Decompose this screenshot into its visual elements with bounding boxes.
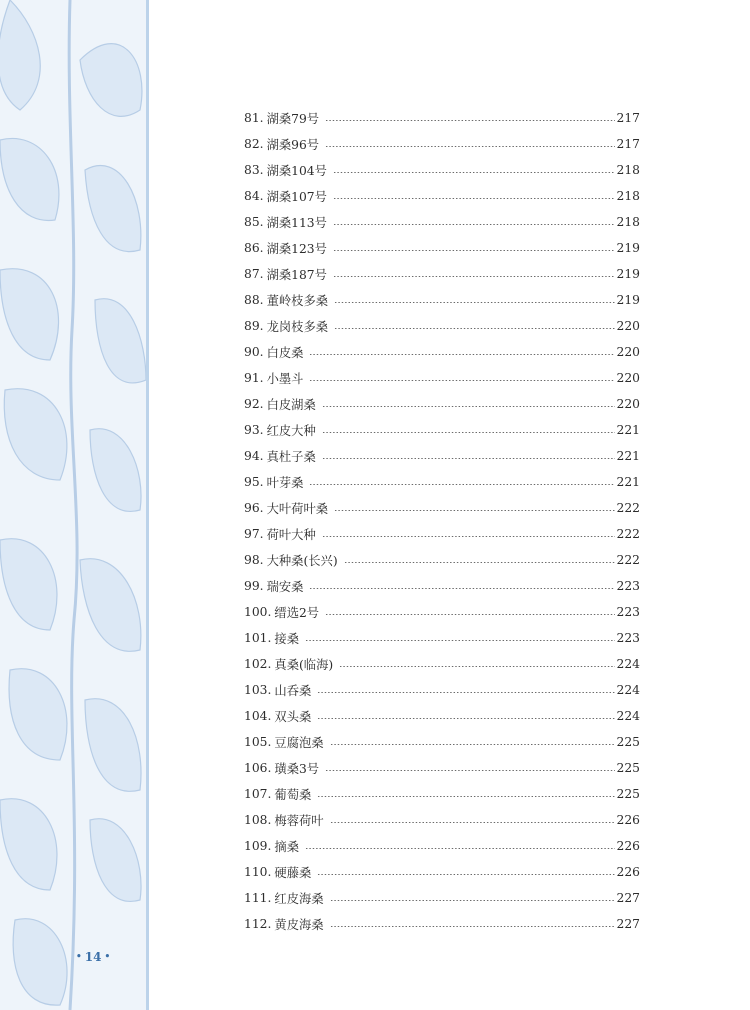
- toc-leader-dots: [339, 666, 614, 667]
- toc-entry-page: 219: [616, 241, 640, 255]
- toc-entry-title: 真桑(临海): [274, 658, 334, 672]
- toc-entry-title: 璜桑3号: [274, 762, 320, 776]
- toc-leader-dots: [317, 692, 614, 693]
- toc-entry: [244, 209, 640, 235]
- toc-entry-number: 109.: [244, 839, 272, 853]
- sidebar-border: [146, 0, 149, 1010]
- toc-entry: [244, 235, 640, 261]
- toc-leader-dots: [333, 198, 615, 199]
- toc-leader-dots: [330, 926, 615, 927]
- toc-entry-number: 86.: [244, 241, 264, 255]
- toc-entry: [244, 911, 640, 937]
- toc-entry: [244, 443, 640, 469]
- toc-entry: [244, 157, 640, 183]
- toc-entry-page: 226: [616, 813, 640, 827]
- toc-leader-dots: [334, 328, 614, 329]
- toc-entry-page: 224: [616, 709, 640, 723]
- toc-entry-page: 219: [616, 267, 640, 281]
- toc-entry-number: 90.: [244, 345, 264, 359]
- toc-entry-page: 219: [616, 293, 640, 307]
- toc-entry-page: 217: [616, 137, 640, 151]
- toc-entry-number: 112.: [244, 917, 272, 931]
- toc-leader-dots: [333, 172, 615, 173]
- toc-leader-dots: [305, 640, 615, 641]
- toc-leader-dots: [330, 900, 615, 901]
- toc-entry-number: 108.: [244, 813, 272, 827]
- toc-entry: [244, 261, 640, 287]
- toc-entry-page: 226: [616, 839, 640, 853]
- toc-leader-dots: [325, 146, 614, 147]
- toc-entry-page: 222: [616, 527, 640, 541]
- toc-entry-number: 94.: [244, 449, 264, 463]
- toc-leader-dots: [309, 354, 614, 355]
- toc-leader-dots: [325, 770, 614, 771]
- toc-leader-dots: [317, 874, 614, 875]
- toc-entry-number: 101.: [244, 631, 272, 645]
- toc-entry-title: 大种桑(长兴): [266, 554, 338, 568]
- toc-entry-page: 218: [616, 189, 640, 203]
- toc-leader-dots: [309, 484, 614, 485]
- toc-entry: [244, 859, 640, 885]
- folio-bullet-left: •: [76, 952, 82, 962]
- toc-entry-page: 221: [616, 475, 640, 489]
- toc-entry-page: 223: [616, 579, 640, 593]
- toc-entry: [244, 365, 640, 391]
- folio-bullet-right: •: [104, 952, 111, 962]
- toc-entry-page: 227: [616, 917, 640, 931]
- toc-entry-number: 81.: [244, 111, 264, 125]
- toc-entry-title: 豆腐泡桑: [274, 736, 324, 750]
- toc-entry-page: 221: [616, 423, 640, 437]
- toc-entry-page: 218: [616, 163, 640, 177]
- toc-entry-page: 220: [616, 371, 640, 385]
- toc-entry-number: 91.: [244, 371, 264, 385]
- toc-entry-title: 湖桑96号: [266, 138, 320, 152]
- toc-entry: [244, 755, 640, 781]
- page-folio: [76, 950, 110, 964]
- toc-entry-title: 白皮湖桑: [266, 398, 316, 412]
- toc-entry-page: 218: [616, 215, 640, 229]
- toc-entry: [244, 573, 640, 599]
- toc-leader-dots: [333, 276, 615, 277]
- toc-entry: [244, 287, 640, 313]
- toc-leader-dots: [330, 822, 615, 823]
- toc-entry-number: 107.: [244, 787, 272, 801]
- table-of-contents: [244, 105, 640, 937]
- toc-leader-dots: [333, 224, 615, 225]
- toc-entry-title: 小墨斗: [266, 372, 304, 386]
- toc-entry-number: 92.: [244, 397, 264, 411]
- mulberry-leaf-illustration: [0, 0, 146, 1010]
- decorative-sidebar: [0, 0, 146, 1010]
- toc-leader-dots: [333, 250, 615, 251]
- toc-entry: [244, 521, 640, 547]
- toc-entry: [244, 417, 640, 443]
- toc-entry-number: 96.: [244, 501, 264, 515]
- toc-leader-dots: [322, 536, 615, 537]
- toc-entry-number: 106.: [244, 761, 272, 775]
- toc-entry-number: 95.: [244, 475, 264, 489]
- toc-leader-dots: [309, 380, 614, 381]
- toc-entry: [244, 833, 640, 859]
- toc-leader-dots: [309, 588, 614, 589]
- toc-entry-page: 225: [616, 761, 640, 775]
- toc-entry-page: 225: [616, 735, 640, 749]
- toc-entry-number: 103.: [244, 683, 272, 697]
- toc-entry-page: 224: [616, 683, 640, 697]
- toc-entry-title: 接桑: [274, 632, 299, 646]
- toc-entry-title: 缙选2号: [274, 606, 320, 620]
- toc-entry-title: 瑞安桑: [266, 580, 304, 594]
- toc-entry: [244, 183, 640, 209]
- toc-entry-page: 220: [616, 397, 640, 411]
- toc-entry: [244, 625, 640, 651]
- toc-leader-dots: [334, 302, 614, 303]
- toc-entry-title: 硬藤桑: [274, 866, 312, 880]
- toc-entry-title: 湖桑187号: [266, 268, 327, 282]
- toc-entry-title: 山呑桑: [274, 684, 312, 698]
- toc-leader-dots: [344, 562, 615, 563]
- toc-entry: [244, 651, 640, 677]
- toc-entry-page: 222: [616, 501, 640, 515]
- toc-entry-number: 100.: [244, 605, 272, 619]
- toc-entry-number: 85.: [244, 215, 264, 229]
- toc-leader-dots: [322, 458, 615, 459]
- toc-entry-page: 227: [616, 891, 640, 905]
- toc-leader-dots: [334, 510, 614, 511]
- toc-leader-dots: [330, 744, 615, 745]
- toc-leader-dots: [325, 614, 614, 615]
- toc-entry: [244, 885, 640, 911]
- toc-entry-title: 真杜子桑: [266, 450, 316, 464]
- toc-entry-number: 111.: [244, 891, 272, 905]
- toc-entry-title: 叶芽桑: [266, 476, 304, 490]
- toc-leader-dots: [317, 718, 614, 719]
- toc-entry: [244, 677, 640, 703]
- toc-entry-page: 224: [616, 657, 640, 671]
- toc-entry-number: 102.: [244, 657, 272, 671]
- toc-entry-number: 84.: [244, 189, 264, 203]
- toc-entry: [244, 729, 640, 755]
- toc-entry-number: 98.: [244, 553, 264, 567]
- toc-entry-title: 黄皮海桑: [274, 918, 324, 932]
- toc-entry-number: 93.: [244, 423, 264, 437]
- toc-entry-title: 荷叶大种: [266, 528, 316, 542]
- toc-leader-dots: [317, 796, 614, 797]
- page-number: 14: [84, 950, 102, 964]
- toc-entry: [244, 547, 640, 573]
- toc-entry: [244, 339, 640, 365]
- toc-entry-number: 97.: [244, 527, 264, 541]
- toc-entry-title: 红皮海桑: [274, 892, 324, 906]
- toc-entry-number: 105.: [244, 735, 272, 749]
- toc-entry-title: 董岭枝多桑: [266, 294, 329, 308]
- toc-entry-number: 99.: [244, 579, 264, 593]
- toc-entry-title: 湖桑104号: [266, 164, 327, 178]
- toc-entry-title: 大叶荷叶桑: [266, 502, 329, 516]
- toc-entry-title: 湖桑123号: [266, 242, 327, 256]
- toc-entry-number: 82.: [244, 137, 264, 151]
- toc-entry-page: 226: [616, 865, 640, 879]
- toc-leader-dots: [325, 120, 614, 121]
- toc-entry-title: 湖桑107号: [266, 190, 327, 204]
- toc-entry-page: 223: [616, 605, 640, 619]
- toc-entry-page: 225: [616, 787, 640, 801]
- toc-entry-page: 221: [616, 449, 640, 463]
- toc-entry-page: 222: [616, 553, 640, 567]
- toc-entry-title: 梅蓉荷叶: [274, 814, 324, 828]
- toc-entry-title: 红皮大种: [266, 424, 316, 438]
- toc-entry-title: 龙岗枝多桑: [266, 320, 329, 334]
- toc-leader-dots: [305, 848, 615, 849]
- toc-entry: [244, 781, 640, 807]
- toc-entry-number: 87.: [244, 267, 264, 281]
- toc-entry: [244, 131, 640, 157]
- toc-entry-number: 89.: [244, 319, 264, 333]
- toc-entry: [244, 105, 640, 131]
- toc-entry-title: 湖桑113号: [266, 216, 327, 230]
- toc-entry-title: 白皮桑: [266, 346, 304, 360]
- toc-entry: [244, 313, 640, 339]
- toc-entry-title: 湖桑79号: [266, 112, 320, 126]
- toc-entry-number: 88.: [244, 293, 264, 307]
- toc-entry: [244, 391, 640, 417]
- toc-entry-title: 葡萄桑: [274, 788, 312, 802]
- toc-entry-page: 223: [616, 631, 640, 645]
- toc-entry: [244, 469, 640, 495]
- toc-entry-number: 83.: [244, 163, 264, 177]
- toc-leader-dots: [322, 406, 615, 407]
- toc-entry: [244, 599, 640, 625]
- toc-entry-title: 双头桑: [274, 710, 312, 724]
- toc-entry-page: 220: [616, 345, 640, 359]
- toc-entry-number: 110.: [244, 865, 272, 879]
- toc-entry-title: 摘桑: [274, 840, 299, 854]
- toc-entry-page: 217: [616, 111, 640, 125]
- toc-entry: [244, 807, 640, 833]
- toc-leader-dots: [322, 432, 615, 433]
- toc-entry-page: 220: [616, 319, 640, 333]
- toc-entry: [244, 495, 640, 521]
- toc-entry-number: 104.: [244, 709, 272, 723]
- toc-entry: [244, 703, 640, 729]
